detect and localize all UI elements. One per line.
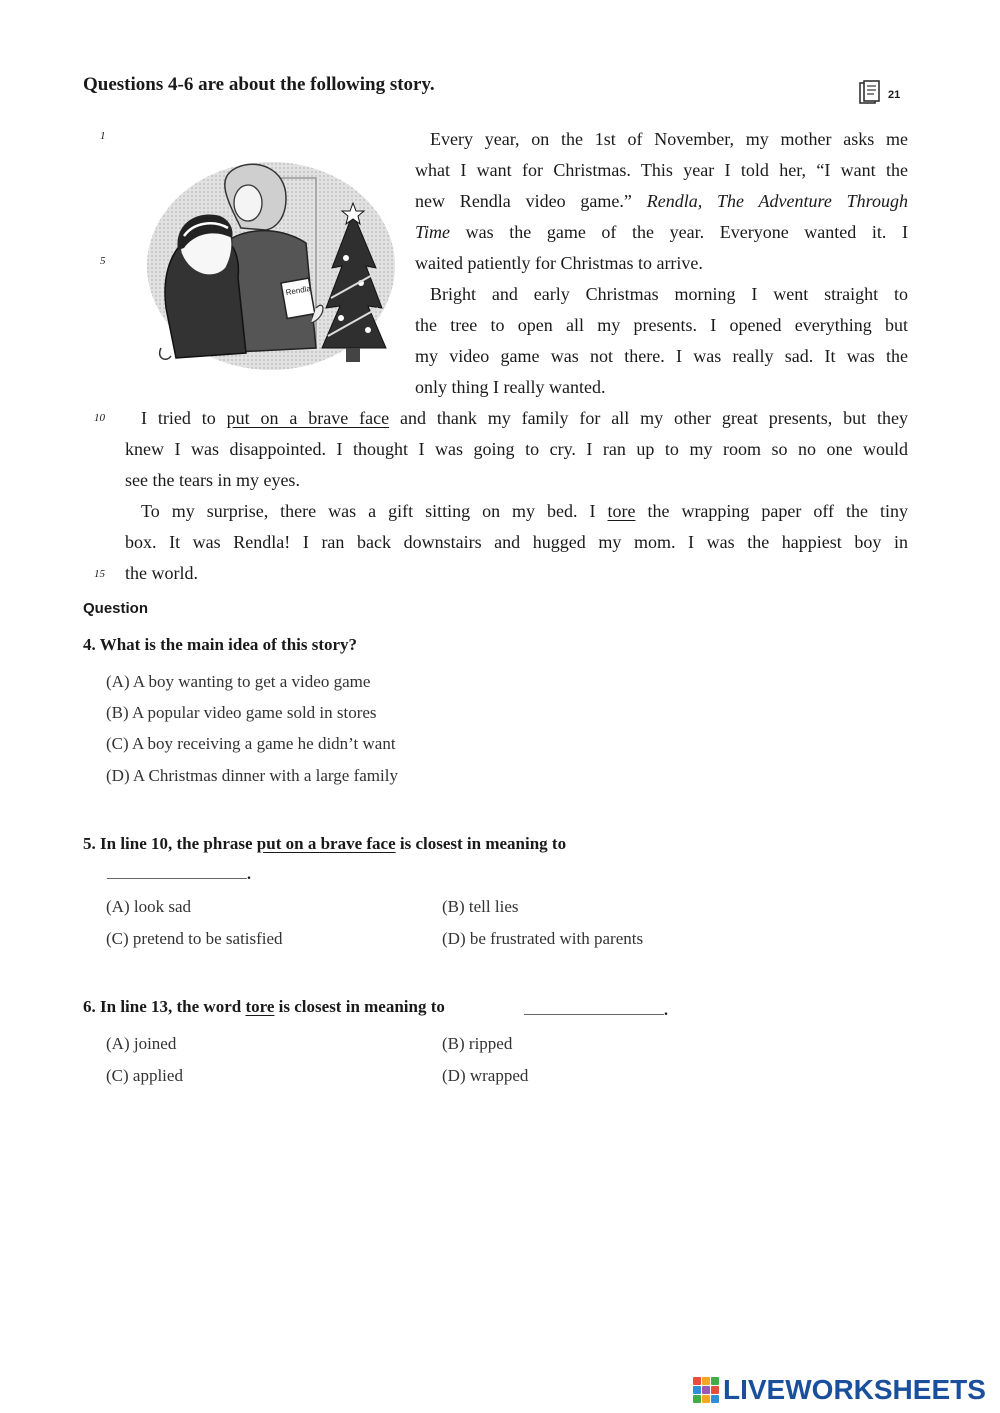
story-line: box. It was Rendla! I ran back downstairs and hugged my mom. I was the happiest boy in xyxy=(125,532,908,552)
book-icon xyxy=(857,80,883,111)
story-line: To my surprise, there was a gift sitting on my bed. I tore the wrapping paper off the tiny xyxy=(141,501,908,521)
story-line: my video game was not there. I was really sad. It was the xyxy=(415,346,908,366)
line-number: 1 xyxy=(100,130,106,142)
question-section-label: Question xyxy=(83,600,149,617)
underlined-word: tore xyxy=(245,997,275,1016)
page-number: 21 xyxy=(888,89,901,101)
answer-blank[interactable]: . xyxy=(524,1000,668,1020)
story-line: Every year, on the 1st of November, my mother asks me xyxy=(430,129,908,149)
question-4: 4. What is the main idea of this story? xyxy=(83,635,358,654)
story-line: only thing I really wanted. xyxy=(415,377,606,397)
q6-option-b[interactable]: (B) ripped xyxy=(442,1034,513,1053)
logo-grid-icon xyxy=(693,1377,719,1403)
question-6: 6. In line 13, the word tore is closest in meaning to xyxy=(83,997,445,1016)
logo-cell xyxy=(702,1395,710,1403)
q4-option-d[interactable]: (D) A Christmas dinner with a large family xyxy=(106,766,398,785)
answer-blank[interactable]: . xyxy=(107,864,251,884)
logo-cell xyxy=(693,1377,701,1385)
underlined-phrase: put on a brave face xyxy=(226,408,390,428)
story-line: new Rendla video game.” Rendla, The Adventure Through xyxy=(415,191,908,211)
logo-cell xyxy=(711,1395,719,1403)
section-heading: Questions 4-6 are about the following story. xyxy=(83,74,435,95)
logo-cell xyxy=(702,1386,710,1394)
logo-cell xyxy=(702,1377,710,1385)
underlined-phrase: put on a brave face xyxy=(256,834,396,853)
story-line: I tried to put on a brave face and thank my family for all my other great presents, but they xyxy=(141,408,908,428)
line-number: 10 xyxy=(94,412,105,424)
q6-option-c[interactable]: (C) applied xyxy=(106,1066,183,1085)
logo-cell xyxy=(711,1386,719,1394)
game-box-label: Rendla xyxy=(284,283,312,298)
q4-option-b[interactable]: (B) A popular video game sold in stores xyxy=(106,703,377,722)
q4-option-c[interactable]: (C) A boy receiving a game he didn’t want xyxy=(106,734,396,753)
line-number: 15 xyxy=(94,568,105,580)
logo-cell xyxy=(693,1386,701,1394)
q5-option-a[interactable]: (A) look sad xyxy=(106,897,191,916)
q6-option-d[interactable]: (D) wrapped xyxy=(442,1066,529,1085)
brand-name: LIVEWORKSHEETS xyxy=(723,1374,986,1405)
story-line: waited patiently for Christmas to arrive. xyxy=(415,253,703,273)
story-line: Bright and early Christmas morning I went straight to xyxy=(430,284,908,304)
liveworksheets-logo[interactable] xyxy=(693,1374,986,1406)
q5-option-c[interactable]: (C) pretend to be satisfied xyxy=(106,929,283,948)
q4-option-a[interactable]: (A) A boy wanting to get a video game xyxy=(106,672,371,691)
q6-option-a[interactable]: (A) joined xyxy=(106,1034,177,1053)
underlined-word: tore xyxy=(607,501,636,521)
story-line: Time was the game of the year. Everyone wanted it. I xyxy=(415,222,908,242)
logo-cell xyxy=(693,1395,701,1403)
logo-cell xyxy=(711,1377,719,1385)
story-line: knew I was disappointed. I thought I was going to cry. I ran up to my room so no one would xyxy=(125,439,908,459)
line-number: 5 xyxy=(100,255,106,267)
story-line: the world. xyxy=(125,563,198,583)
q5-option-b[interactable]: (B) tell lies xyxy=(442,897,519,916)
story-line: what I want for Christmas. This year I told her, “I want the xyxy=(415,160,908,180)
story-illustration xyxy=(146,158,396,380)
story-line: the tree to open all my presents. I opened everything but xyxy=(415,315,908,335)
story-line: see the tears in my eyes. xyxy=(125,470,300,490)
q5-option-d[interactable]: (D) be frustrated with parents xyxy=(442,929,644,948)
question-5: 5. In line 10, the phrase put on a brave face is closest in meaning to xyxy=(83,834,567,853)
